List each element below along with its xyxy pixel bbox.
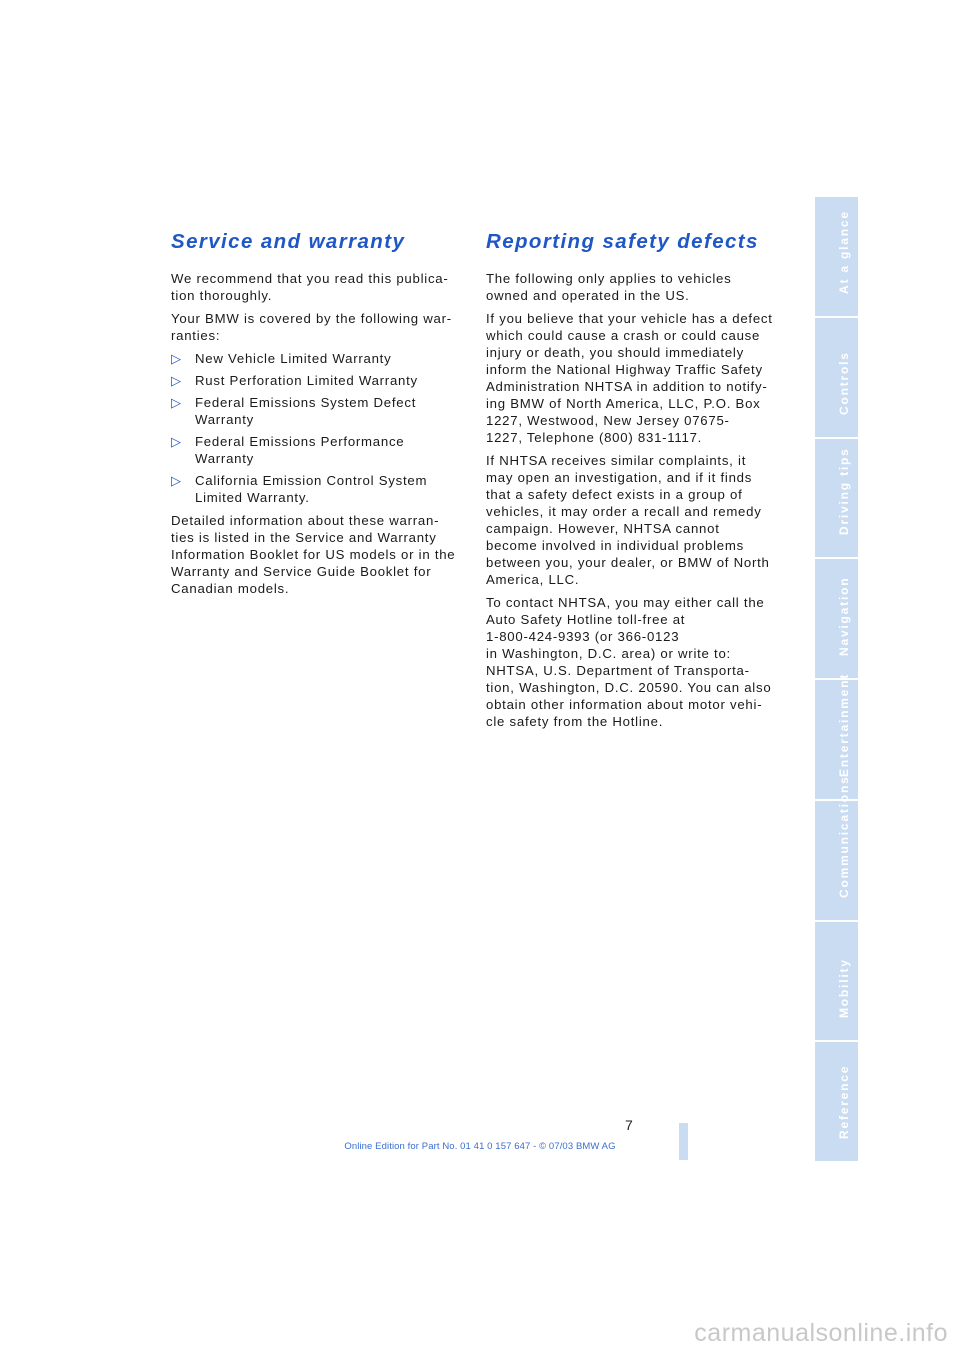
text-line: that a safety defect exists in a group of [486, 487, 743, 502]
section-heading-service-warranty: Service and warranty [171, 230, 406, 253]
chapter-tabs [815, 197, 858, 1161]
tab-label: Communications [836, 774, 851, 898]
text-line: 1227, Telephone (800) 831-1117. [486, 430, 703, 445]
text-line: become involved in individual problems [486, 538, 744, 553]
list-item [171, 394, 466, 428]
text-line: inform the National Highway Traffic Safety [486, 362, 763, 377]
text-line: owned and operated in the US. [486, 288, 690, 303]
list-item [171, 433, 466, 467]
text-line: ranties: [171, 328, 221, 343]
watermark: carmanualsonline.info [694, 1319, 948, 1347]
tab-label: Driving tips [836, 447, 851, 536]
list-item-text: California Emission Control System [195, 473, 428, 488]
text-line: NHTSA, U.S. Department of Transporta- [486, 663, 750, 678]
warranty-list [171, 350, 466, 506]
tab-label: Controls [836, 350, 851, 415]
tab-label: At a glance [836, 209, 851, 294]
text-line: To contact NHTSA, you may either call the [486, 595, 765, 610]
tab-label: Reference [836, 1064, 851, 1139]
list-item [171, 472, 466, 506]
right-column [486, 228, 786, 736]
list-item-text: Warranty [195, 412, 255, 427]
text-line: If NHTSA receives similar complaints, it [486, 453, 747, 468]
text-line: may open an investigation, and if it finds [486, 470, 753, 485]
text-line: 1-800-424-9393 (or 366-0123 [486, 629, 680, 644]
text-line: America, LLC. [486, 572, 580, 587]
text-line: ing BMW of North America, LLC, P.O. Box [486, 396, 761, 411]
tab-communications[interactable] [815, 774, 858, 922]
list-item [171, 350, 466, 367]
tab-label: Navigation [836, 576, 851, 656]
bullet-arrow-icon: ▷ [171, 395, 182, 410]
list-item-text: Federal Emissions System Defect [195, 395, 417, 410]
bullet-arrow-icon: ▷ [171, 373, 182, 388]
text-line: Auto Safety Hotline toll-free at [486, 612, 686, 627]
text-line: Canadian models. [171, 581, 290, 596]
tab-navigation[interactable] [815, 559, 858, 680]
text-line: tion thoroughly. [171, 288, 273, 303]
text-line: Your BMW is covered by the following war- [171, 311, 452, 326]
bullet-arrow-icon: ▷ [171, 434, 182, 449]
text-line: Detailed information about these warran- [171, 513, 440, 528]
list-item-text: New Vehicle Limited Warranty [195, 351, 392, 366]
text-line: The following only applies to vehicles [486, 271, 732, 286]
text-line: cle safety from the Hotline. [486, 714, 664, 729]
left-column [171, 228, 466, 603]
applies-paragraph [486, 270, 786, 304]
text-line: which could cause a crash or could cause [486, 328, 761, 343]
text-line: 1227, Westwood, New Jersey 07675- [486, 413, 730, 428]
bullet-arrow-icon: ▷ [171, 473, 182, 488]
report-paragraph [486, 310, 786, 446]
text-line: campaign. However, NHTSA cannot [486, 521, 720, 536]
text-line: injury or death, you should immediately [486, 345, 744, 360]
bullet-arrow-icon: ▷ [171, 351, 182, 366]
text-line: We recommend that you read this publica- [171, 271, 449, 286]
tab-label: Mobility [836, 958, 851, 1019]
text-line: ties is listed in the Service and Warranty [171, 530, 437, 545]
list-item-text: Federal Emissions Performance [195, 434, 405, 449]
coverage-paragraph [171, 310, 466, 344]
text-line: If you believe that your vehicle has a defect [486, 311, 773, 326]
contact-paragraph [486, 594, 786, 730]
list-item-text: Warranty [195, 451, 255, 466]
tab-label: Entertainment [836, 672, 851, 777]
text-line: Warranty and Service Guide Booklet for [171, 564, 432, 579]
intro-paragraph [171, 270, 466, 304]
text-line: Administration NHTSA in addition to notify- [486, 379, 768, 394]
tab-controls[interactable] [815, 318, 858, 439]
details-paragraph [171, 512, 466, 597]
text-line: in Washington, D.C. area) or write to: [486, 646, 731, 661]
text-line: between you, your dealer, or BMW of North [486, 555, 770, 570]
list-item [171, 372, 466, 389]
page-number: 7 [625, 1117, 633, 1133]
tab-driving-tips[interactable] [815, 439, 858, 560]
tab-at-a-glance[interactable] [815, 197, 858, 318]
tab-mobility[interactable] [815, 922, 858, 1043]
investigation-paragraph [486, 452, 786, 588]
list-item-text: Limited Warranty. [195, 490, 310, 505]
list-item-text: Rust Perforation Limited Warranty [195, 373, 418, 388]
text-line: Information Booklet for US models or in the [171, 547, 456, 562]
section-heading-safety-defects: Reporting safety defects [486, 230, 759, 253]
footer-edition-note: Online Edition for Part No. 01 41 0 157 647 - © 07/03 BMW AG [344, 1141, 616, 1152]
text-line: tion, Washington, D.C. 20590. You can also [486, 680, 772, 695]
text-line: vehicles, it may order a recall and remedy [486, 504, 762, 519]
text-line: obtain other information about motor vehi- [486, 697, 763, 712]
